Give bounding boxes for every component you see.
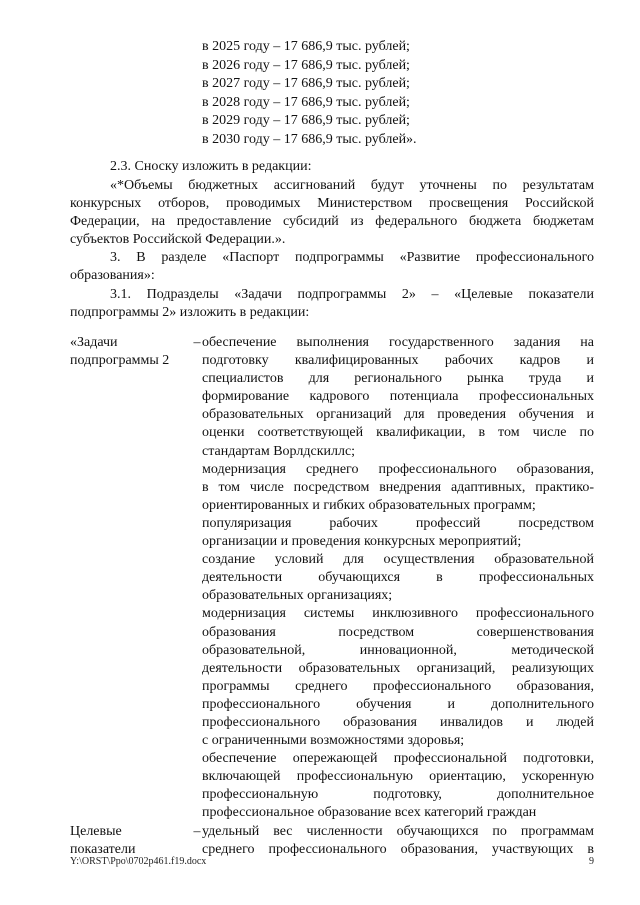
quote-line: «*Объемы бюджетных ассигнований будут уточнены по результатам [110,178,594,193]
budget-line: в 2028 году – 17 686,9 тыс. рублей; [202,94,410,110]
section-3-line: образования»: [70,268,155,283]
file-path: Y:\ORST\Ppo\0702p461.f19.docx [70,856,207,867]
section-3-1-line: 3.1. Подразделы «Задачи подпрограммы 2» – «Целевые показатели [110,287,594,302]
indicators-content: удельный вес численности обучающихся по программам среднего профессионального образования, участвующих в [202,823,594,857]
tasks-content [202,334,594,823]
task-item: обеспечение опережающей профессиональной подготовки, включающей профессиональную ориентацию, ускоренную профессиональную подготовку, дополнительное профессиональное образование всех категорий граждан [202,751,594,821]
section-3-1 [70,286,594,322]
quote-line: конкурсных отборов, проводимых Министерством просвещения Российской [70,196,594,211]
task-item: популяризация рабочих профессий посредством организации и проведения конкурсных мероприятий; [202,515,594,550]
section-3 [70,249,594,285]
budget-list [202,38,602,149]
quote-line: субъектов Российской Федерации.». [70,232,286,247]
section-3-1-line: подпрограммы 2» изложить в редакции: [70,305,310,320]
dash-separator: – [193,823,201,839]
task-item: создание условий для осуществления образовательной деятельности обучающихся в профессиональных образовательных организациях; [202,552,594,604]
quote-line: Федерации, на предоставление субсидий из федерального бюджета бюджетам [70,214,594,229]
tasks-label: «Задачи подпрограммы 2 [70,335,170,369]
indicators-label: Целевые показатели [70,823,136,857]
section-3-line: 3. В разделе «Паспорт подпрограммы «Развитие профессионального [110,250,594,265]
budget-line: в 2027 году – 17 686,9 тыс. рублей; [202,76,410,91]
page-number: 9 [589,856,594,867]
task-item: обеспечение выполнения государственного задания на подготовку квалифицированных рабочих кадров и специалистов для регионального рынка труда и формирование кадрового потенциала профессиональных образовательных организаций для проведения обучения и оценки соответствующей квалификации, в том числе по стандартам Ворлдскиллс; [202,335,594,459]
budget-line: в 2030 году – 17 686,9 тыс. рублей». [202,131,417,147]
task-item: модернизация среднего профессионального образования, в том числе посредством внедрения адаптивных, практико- ориентированных и гибких образовательных программ; [202,461,594,513]
subprogram-table [70,334,594,859]
budget-line: в 2026 году – 17 686,9 тыс. рублей; [202,57,410,73]
dash-separator: – [193,335,201,350]
task-item: модернизация системы инклюзивного профессионального образования посредством совершенствования образовательной, инновационной, методической деятельности образовательных организаций, реализующих программы среднего профессионального образования, профессионального обучения и дополнительного профессионального образования инвалидов и людей с ограниченными возможностями здоровья; [202,606,594,749]
section-2-3-quote [70,177,594,249]
indicators-row [70,823,594,859]
budget-line: в 2025 году – 17 686,9 тыс. рублей; [202,39,410,54]
section-2-3-heading: 2.3. Сноску изложить в редакции: [110,159,312,174]
budget-line: в 2029 году – 17 686,9 тыс. рублей; [202,113,410,128]
tasks-row [70,334,594,823]
